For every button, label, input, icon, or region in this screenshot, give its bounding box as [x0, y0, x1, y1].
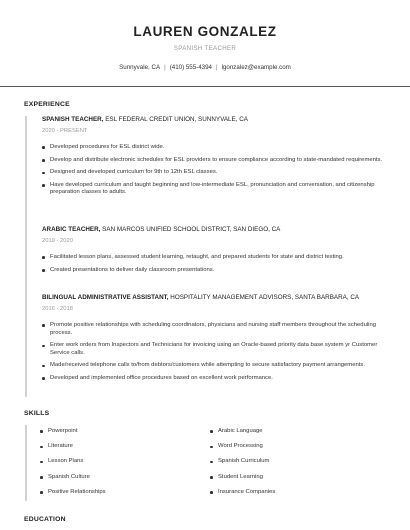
list-item: Enter work orders from Inspectors and Technicians for invoicing using an Oracle-based priority data base system yr Customer Service calls. — [42, 342, 384, 357]
experience-heading: EXPERIENCE — [24, 101, 70, 108]
list-item: Word Processing — [210, 443, 380, 451]
candidate-name: LAUREN GONZALEZ — [133, 24, 277, 39]
list-item: Spanish Culture — [40, 474, 210, 482]
list-item: Insurance Companies — [210, 489, 380, 497]
resume-header — [0, 0, 410, 71]
job-entry — [42, 226, 384, 279]
job-heading — [42, 294, 384, 302]
list-item: Developed and implemented office procedures based on excellent work performance. — [42, 375, 384, 383]
candidate-title: SPANISH TEACHER — [173, 45, 237, 52]
job-role: SPANISH TEACHER, — [42, 116, 104, 123]
list-item: Student Learning — [210, 474, 380, 482]
contact-phone: (410) 555-4394 — [169, 64, 212, 71]
list-item: Developed procedures for ESL district wide. — [42, 144, 384, 152]
job-dates: 2020 - PRESENT — [42, 128, 88, 134]
job-org: HOSPITALITY MANAGEMENT ADVISORS, SANTA BARBARA, CA — [168, 294, 360, 301]
job-role: BILINGUAL ADMINISTRATIVE ASSISTANT, — [42, 294, 169, 301]
job-dates: 2019 - 2020 — [42, 238, 73, 244]
list-item: Spanish Curriculum — [210, 458, 380, 466]
skills-heading: SKILLS — [24, 410, 50, 417]
list-item: Powerpoint — [40, 428, 210, 436]
job-bullets — [42, 254, 384, 274]
job-entry — [42, 116, 384, 202]
contact-email[interactable]: lgonzalez@example.com — [221, 64, 291, 71]
list-item: Created presentations to deliver daily classroom presentations. — [42, 267, 384, 275]
list-item: Positive Relationships — [40, 489, 210, 497]
job-bullets — [42, 144, 384, 197]
skills-list — [40, 428, 380, 504]
education-heading: EDUCATION — [24, 516, 66, 523]
job-heading — [42, 226, 384, 234]
job-heading — [42, 116, 384, 124]
list-item: Literature — [40, 443, 210, 451]
list-item: Arabic Language — [210, 428, 380, 436]
contact-line — [0, 64, 410, 71]
list-item: Designed and developed curriculum for 9th to 12th ESL classes. — [42, 169, 384, 177]
list-item: Made/received telephone calls to/from debtors/customers while attempting to secure satisfactory payment arrangements. — [42, 362, 384, 370]
skills-side-bar — [25, 425, 27, 501]
list-item: Have developed curriculum and taught beginning and low-intermediate ESL, pronunciation and conversation, and citizenship preparation classes to adults. — [42, 182, 384, 197]
header-divider — [0, 86, 410, 87]
contact-location: Sunnyvale, CA — [119, 64, 161, 71]
list-item: Lesson Plans — [40, 458, 210, 466]
experience-side-bar — [25, 116, 27, 397]
job-dates: 2016 - 2018 — [42, 306, 73, 312]
skills-column-left — [40, 428, 210, 504]
list-item: Promote positive relationships with scheduling coordinators, physicians and nursing staff members throughout the scheduling process. — [42, 322, 384, 337]
job-bullets — [42, 322, 384, 383]
list-item: Develop and distribute electronic schedules for ESL providers to ensure compliance according to state-mandated requirements. — [42, 157, 384, 165]
job-entry — [42, 294, 384, 388]
list-item: Facilitated lesson plans, assessed student learning, retaught, and prepared students for state and district testing. — [42, 254, 384, 262]
job-org: SAN MARCOS UNIFIED SCHOOL DISTRICT, SAN DIEGO, CA — [100, 226, 281, 233]
contact-separator: | — [216, 64, 218, 71]
skills-column-right — [210, 428, 380, 504]
contact-separator: | — [164, 64, 166, 71]
job-role: ARABIC TEACHER, — [42, 226, 101, 233]
job-org: ESL FEDERAL CREDIT UNION, SUNNYVALE, CA — [103, 116, 248, 123]
